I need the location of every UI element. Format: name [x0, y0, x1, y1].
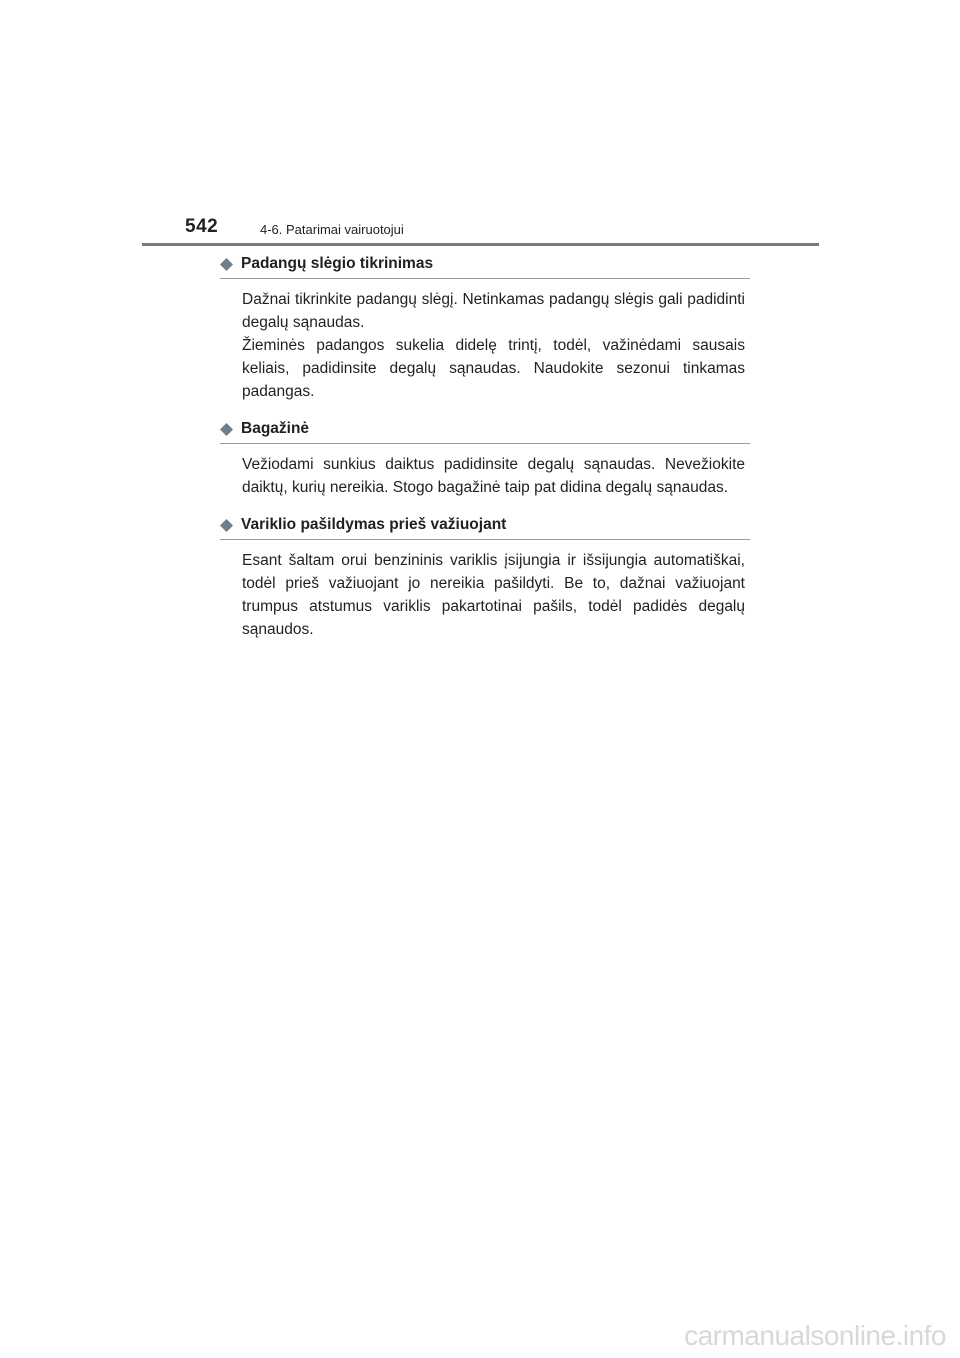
diamond-icon: [220, 423, 233, 436]
diamond-icon: [220, 519, 233, 532]
page-header: [0, 0, 960, 250]
diamond-icon: [220, 258, 233, 271]
paragraph: Žieminės padangos sukelia didelę trintį, todėl, važinėdami sausais keliais, padidinsite degalų sąnaudas. Naudokite sezonui tinkamas padangas.: [242, 337, 745, 400]
section-title: Variklio pašildymas prieš važiuojant: [241, 516, 507, 533]
section-title: Bagažinė: [241, 420, 310, 437]
section-heading: [220, 252, 750, 279]
section-title: Padangų slėgio tikrinimas: [241, 255, 434, 272]
watermark: carmanualsonline.info: [684, 1320, 946, 1351]
section-body: [242, 549, 745, 641]
section-body: [242, 453, 745, 499]
section-heading: [220, 513, 750, 540]
chapter-title: 4-6. Patarimai vairuotojui: [260, 222, 404, 237]
section-engine-warmup: [220, 513, 750, 641]
section-body: [242, 288, 745, 403]
paragraph: Esant šaltam orui benzininis variklis įsijungia ir išsijungia automatiškai, todėl prieš važiuojant jo nereikia pašildyti. Be to, dažnai važiuojant trumpus atstumus variklis pakartotinai pašils, todėl padidės degalų sąnaudos.: [242, 552, 745, 638]
page-number: 542: [185, 216, 219, 237]
paragraph: Vežiodami sunkius daiktus padidinsite degalų sąnaudas. Nevežiokite daiktų, kurių nereikia. Stogo bagažinė taip pat didina degalų sąnaudas.: [242, 456, 745, 496]
section-heading: [220, 417, 750, 444]
section-tire-pressure: [220, 252, 750, 403]
main-content: [220, 252, 750, 655]
header-divider: [142, 243, 819, 246]
section-luggage: [220, 417, 750, 499]
paragraph: Dažnai tikrinkite padangų slėgį. Netinkamas padangų slėgis gali padidinti degalų sąnaudas.: [242, 291, 745, 331]
